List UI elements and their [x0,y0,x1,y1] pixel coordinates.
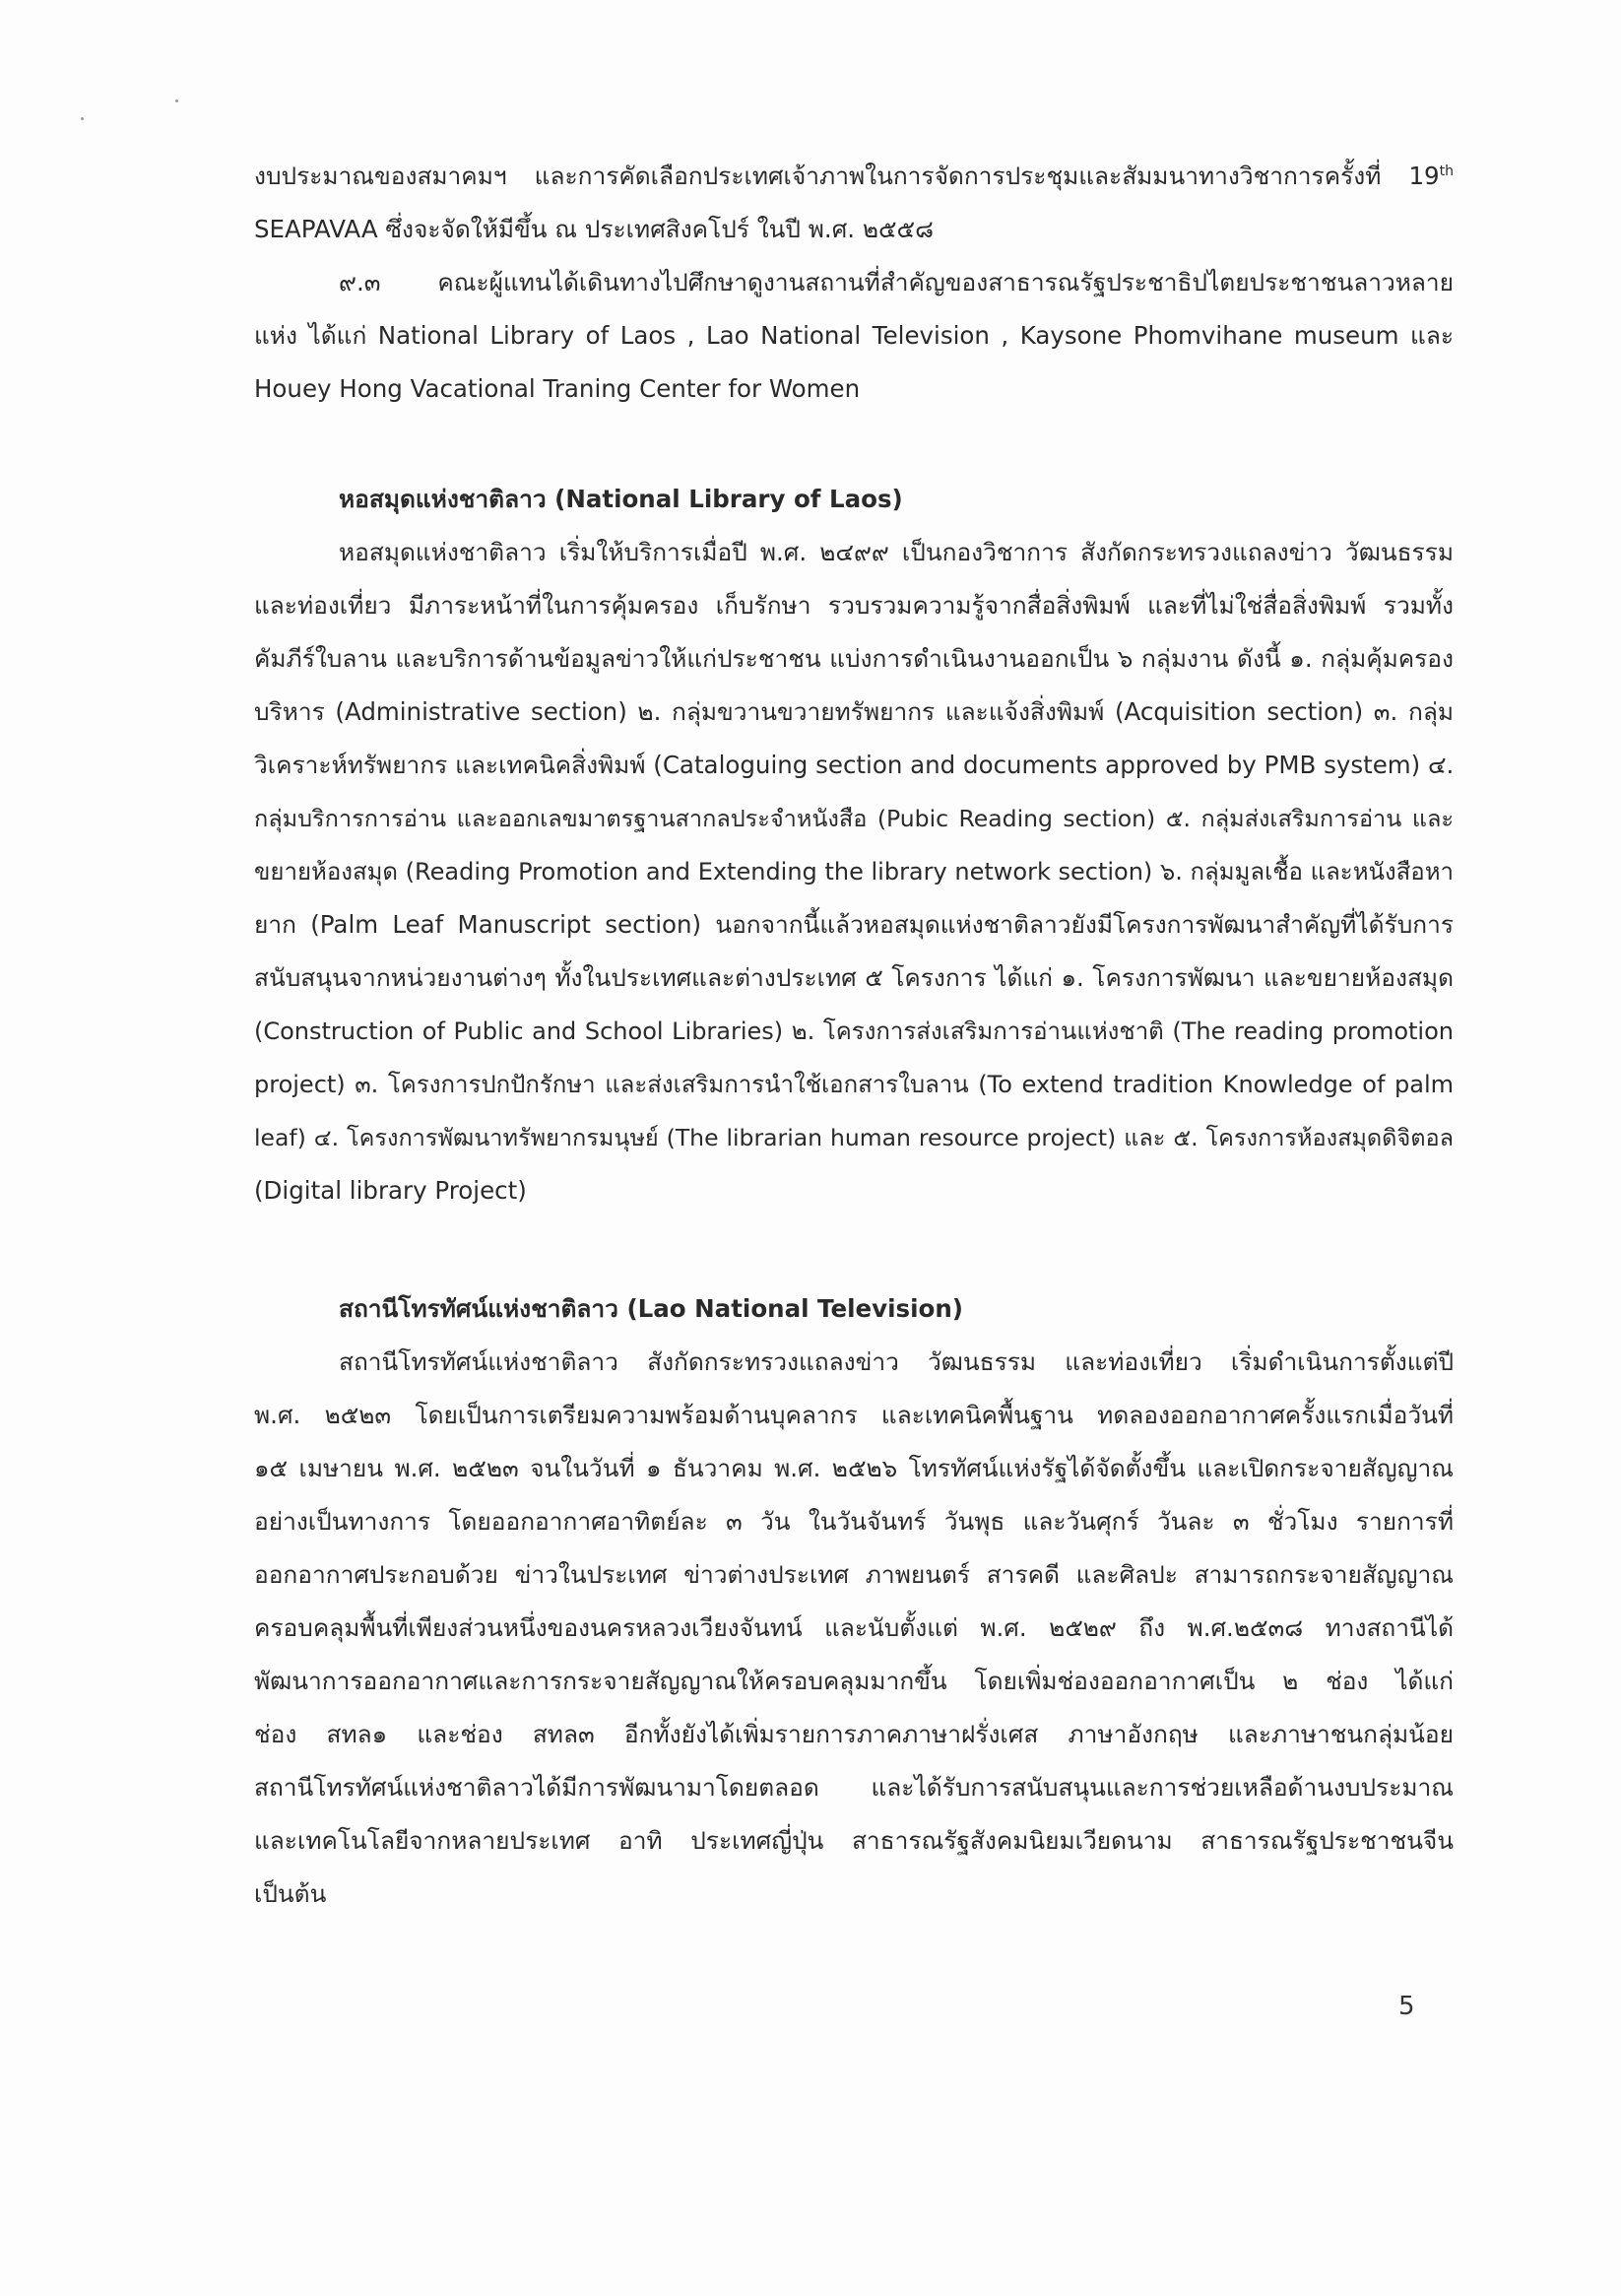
text-line: วิเคราะห์ทรัพยากร และเทคนิคสิ่งพิมพ์ (Cataloguing section and documents approved by PMB system) ๔. [254,751,1455,779]
text-line: ๑๕ เมษายน พ.ศ. ๒๕๒๓ จนในวันที่ ๑ ธันวาคม พ.ศ. ๒๕๒๖ โทรทัศน์แห่งรัฐได้จัดตั้งขึ้น และเปิดกระจายสัญญาณ [254,1454,1454,1482]
superscript: th [1439,163,1454,179]
text-line: ยาก (Palm Leaf Manuscript section) นอกจากนี้แล้วหอสมุดแห่งชาติลาวยังมีโครงการพัฒนาสำคัญที่ได้รับการ [254,910,1454,939]
page-number: 5 [1398,1992,1415,2021]
text-line: สนับสนุนจากหน่วยงานต่างๆ ทั้งในประเทศและต่างประเทศ ๕ โครงการ ได้แก่ ๑. โครงการพัฒนา และขยายห้องสมุด [254,963,1454,992]
scan-speck [81,117,84,120]
text-line: SEAPAVAA ซึ่งจะจัดให้มีขึ้น ณ ประเทศสิงคโปร์ ในปี พ.ศ. ๒๕๕๘ [254,215,934,243]
text-line: project) ๓. โครงการปกปักรักษา และส่งเสริมการนำใช้เอกสารใบลาน (To extend tradition Knowledge of palm [254,1071,1454,1098]
section-heading-television: สถานีโทรทัศน์แห่งชาติลาว (Lao National Television) [339,1294,963,1323]
item-9-3-paragraph [254,256,1454,416]
text-line: (Digital library Project) [254,1176,527,1205]
text-line: อย่างเป็นทางการ โดยออกอากาศอาทิตย์ละ ๓ วัน ในวันจันทร์ วันพุธ และวันศุกร์ วันละ ๓ ชั่วโมง รายการที่ [254,1507,1454,1536]
text-line-content: งบประมาณของสมาคมฯ และการคัดเลือกประเทศเจ้าภาพในการจัดการประชุมและสัมมนาทางวิชาการครั้งที่ 19 [254,162,1440,190]
text-line [254,150,1454,203]
text-line: ขยายห้องสมุด (Reading Promotion and Extending the library network section) ๖. กลุ่มมูลเชื้อ และหนังสือหา [254,858,1454,886]
text-line: Houey Hong Vacational Traning Center for Women [254,374,861,403]
section-heading-library: หอสมุดแห่งชาติลาว (National Library of Laos) [339,485,903,513]
text-line: ครอบคลุมพื้นที่เพียงส่วนหนึ่งของนครหลวงเวียงจันทน์ และนับตั้งแต่ พ.ศ. ๒๕๒๙ ถึง พ.ศ.๒๕๓๘ ทางสถานีได้ [254,1613,1454,1642]
text-line: พัฒนาการออกอากาศและการกระจายสัญญาณให้ครอบคลุมมากขึ้น โดยเพิ่มช่องออกอากาศเป็น ๒ ช่อง ได้แก่ [254,1667,1454,1695]
television-section [254,1282,1454,1921]
text-line: leaf) ๔. โครงการพัฒนาทรัพยากรมนุษย์ (The librarian human resource project) และ ๕. โครงการห้องสมุดดิจิตอล [254,1124,1454,1151]
text-line: คัมภีร์ใบลาน และบริการด้านข้อมูลข่าวให้แก่ประชาชน แบ่งการดำเนินงานออกเป็น ๖ กลุ่มงาน ดังนี้ ๑. กลุ่มคุ้มครอง [254,644,1454,673]
text-line: กลุ่มบริการการอ่าน และออกเลขมาตรฐานสากลประจำหนังสือ (Pubic Reading section) ๕. กลุ่มส่งเสริมการอ่าน และ [254,805,1454,832]
text-line: สถานีโทรทัศน์แห่งชาติลาวได้มีการพัฒนามาโดยตลอด และได้รับการสนับสนุนและการช่วยเหลือด้านงบประมาณ [254,1773,1454,1802]
text-line: ออกอากาศประกอบด้วย ข่าวในประเทศ ข่าวต่างประเทศ ภาพยนตร์ สารคดี และศิลปะ สามารถกระจายสัญญาณ [254,1560,1454,1589]
library-section [254,473,1454,1217]
text-line: และเทคโนโลยีจากหลายประเทศ อาทิ ประเทศญี่ปุ่น สาธารณรัฐสังคมนิยมเวียดนาม สาธารณรัฐประชาชนจีน [254,1826,1454,1855]
text-line: ๙.๓ คณะผู้แทนได้เดินทางไปศึกษาดูงานสถานที่สำคัญของสาธารณรัฐประชาธิปไตยประชาชนลาวหลาย [339,268,1454,296]
text-line: และท่องเที่ยว มีภาระหน้าที่ในการคุ้มครอง เก็บรักษา รวบรวมความรู้จากสื่อสิ่งพิมพ์ และที่ไม่ใช่สื่อสิ่งพิมพ์ รวมทั้ง [254,591,1454,620]
text-line: หอสมุดแห่งชาติลาว เริ่มให้บริการเมื่อปี พ.ศ. ๒๔๙๙ เป็นกองวิชาการ สังกัดกระทรวงแถลงข่าว วัฒนธรรม [339,538,1454,566]
text-line: เป็นต้น [254,1879,327,1908]
scan-speck [175,99,178,102]
intro-paragraph [254,150,1454,256]
text-line: บริหาร (Administrative section) ๒. กลุ่มขวานขวายทรัพยากร และแจ้งสิ่งพิมพ์ (Acquisition section) ๓. กลุ่ม [254,697,1454,726]
text-line: (Construction of Public and School Libraries) ๒. โครงการส่งเสริมการอ่านแห่งชาติ (The reading promotion [254,1017,1454,1045]
text-line: ช่อง สทล๑ และช่อง สทล๓ อีกทั้งยังได้เพิ่มรายการภาคภาษาฝรั่งเศส ภาษาอังกฤษ และภาษาชนกลุ่มน้อย [254,1720,1454,1748]
text-line: สถานีโทรทัศน์แห่งชาติลาว สังกัดกระทรวงแถลงข่าว วัฒนธรรม และท่องเที่ยว เริ่มดำเนินการตั้งแต่ปี [339,1347,1454,1376]
text-line: แห่ง ได้แก่ National Library of Laos , Lao National Television , Kaysone Phomvihane museum และ [254,321,1454,350]
text-line: พ.ศ. ๒๕๒๓ โดยเป็นการเตรียมความพร้อมด้านบุคลากร และเทคนิคพื้นฐาน ทดลองออกอากาศครั้งแรกเมื่อวันที่ [254,1401,1454,1429]
